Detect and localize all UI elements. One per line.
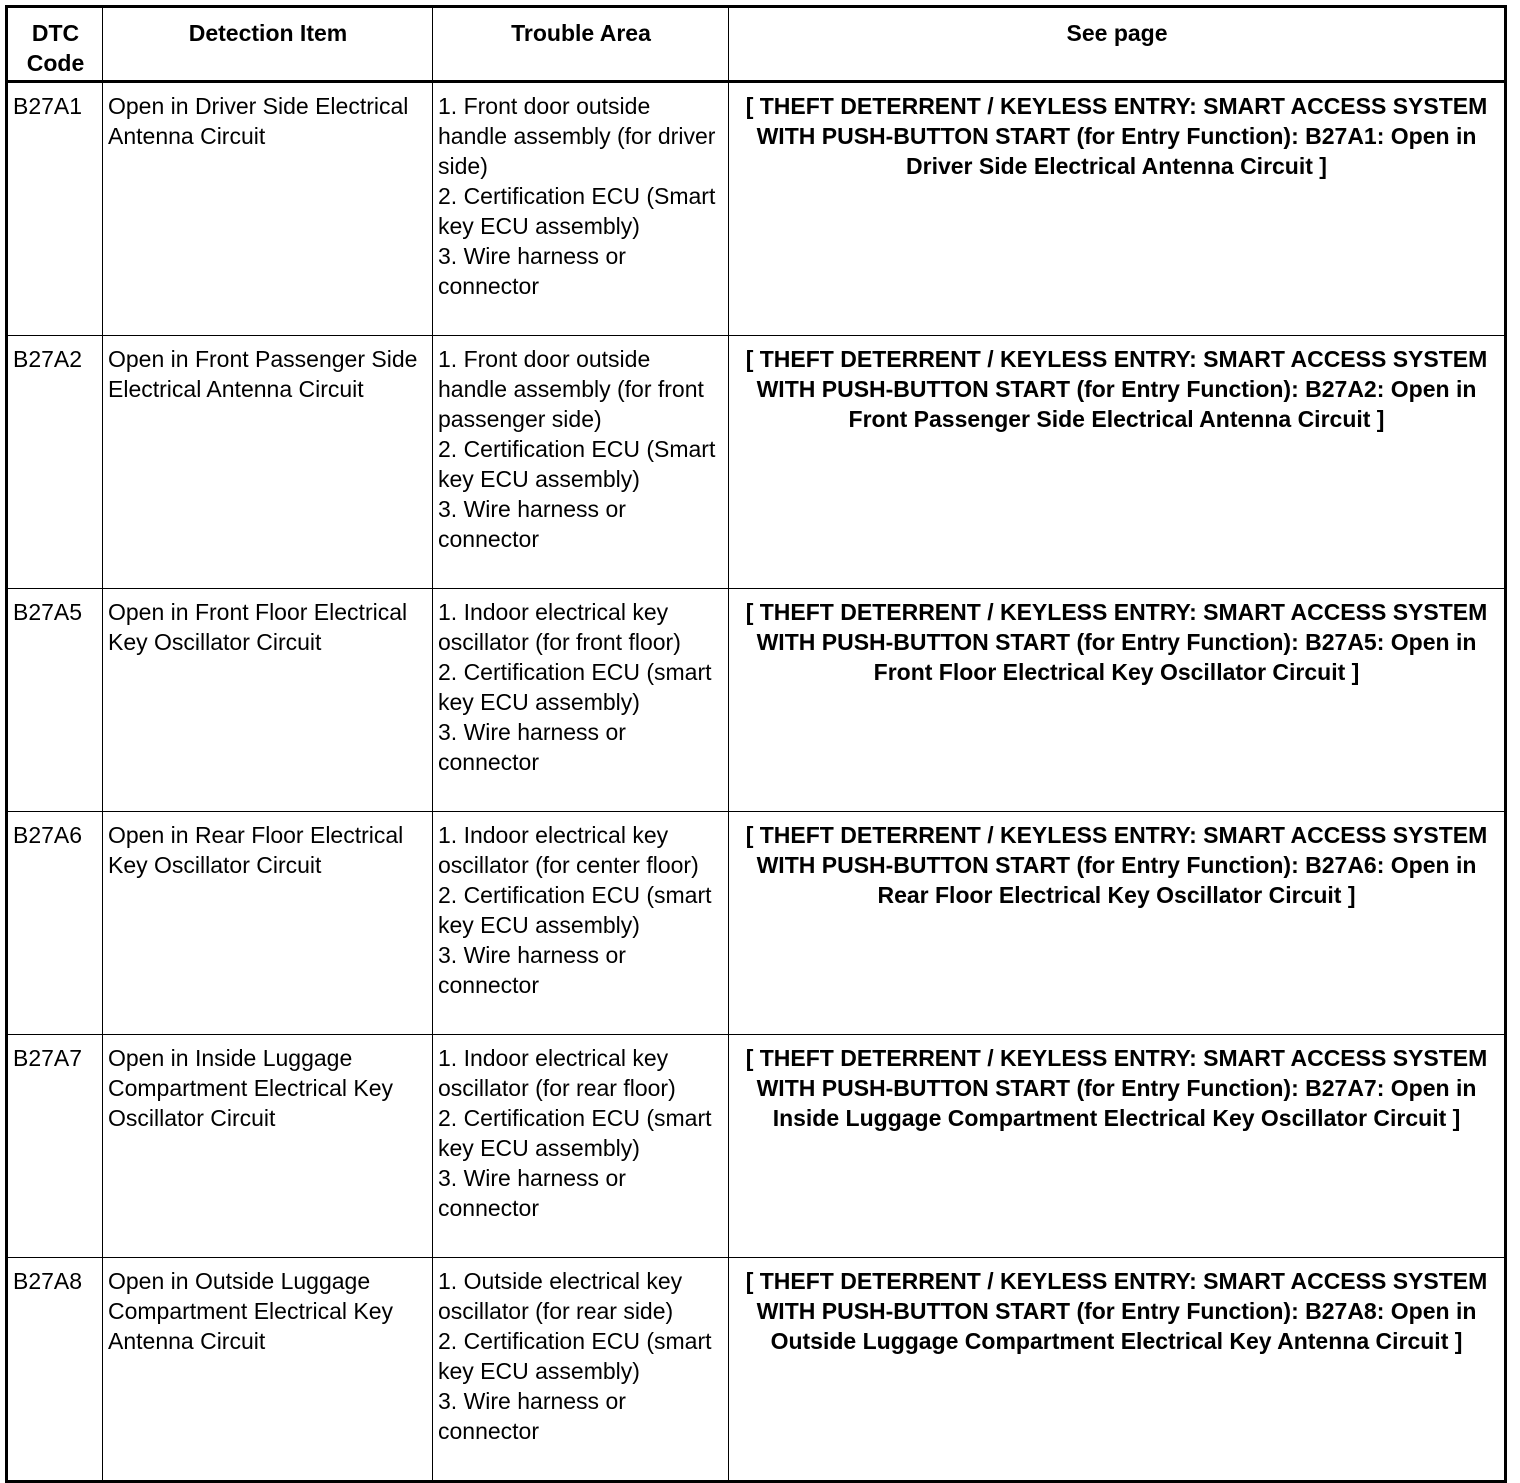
trouble-area-line: 1. Outside electrical key oscillator (for rear side) <box>438 1268 683 1324</box>
see-page-link[interactable]: [ THEFT DETERRENT / KEYLESS ENTRY: SMART ACCESS SYSTEM WITH PUSH-BUTTON START (for Entry Function): B27A2: Open in Front Passenger Side Electrical Antenna Circuit ] <box>729 336 1506 589</box>
trouble-area-line: 3. Wire harness or connector <box>438 496 626 552</box>
trouble-area-line: 2. Certification ECU (smart key ECU assembly) <box>438 659 712 715</box>
detection-item-cell: Open in Driver Side Electrical Antenna Circuit <box>103 82 433 336</box>
detection-item-cell: Open in Front Passenger Side Electrical Antenna Circuit <box>103 336 433 589</box>
header-see-page: See page <box>729 7 1506 82</box>
dtc-code-cell: B27A1 <box>7 82 103 336</box>
trouble-area-cell <box>433 336 729 589</box>
see-page-link[interactable]: [ THEFT DETERRENT / KEYLESS ENTRY: SMART ACCESS SYSTEM WITH PUSH-BUTTON START (for Entry Function): B27A7: Open in Inside Luggage Compartment Electrical Key Oscillator Circuit ] <box>729 1035 1506 1258</box>
trouble-area-cell <box>433 1035 729 1258</box>
trouble-area-cell <box>433 82 729 336</box>
see-page-link[interactable]: [ THEFT DETERRENT / KEYLESS ENTRY: SMART ACCESS SYSTEM WITH PUSH-BUTTON START (for Entry Function): B27A6: Open in Rear Floor Electrical Key Oscillator Circuit ] <box>729 812 1506 1035</box>
dtc-code-cell: B27A2 <box>7 336 103 589</box>
trouble-area-line: 2. Certification ECU (smart key ECU assembly) <box>438 1105 712 1161</box>
table-row <box>7 589 1506 812</box>
table-row <box>7 82 1506 336</box>
trouble-area-line: 1. Indoor electrical key oscillator (for front floor) <box>438 599 681 655</box>
see-page-link[interactable]: [ THEFT DETERRENT / KEYLESS ENTRY: SMART ACCESS SYSTEM WITH PUSH-BUTTON START (for Entry Function): B27A1: Open in Driver Side Electrical Antenna Circuit ] <box>729 82 1506 336</box>
header-trouble-area: Trouble Area <box>433 7 729 82</box>
trouble-area-line: 2. Certification ECU (smart key ECU assembly) <box>438 882 712 938</box>
table-row <box>7 336 1506 589</box>
trouble-area-line: 3. Wire harness or connector <box>438 243 626 299</box>
trouble-area-line: 3. Wire harness or connector <box>438 942 626 998</box>
header-row <box>7 7 1506 82</box>
detection-item-cell: Open in Outside Luggage Compartment Electrical Key Antenna Circuit <box>103 1258 433 1482</box>
dtc-code-cell: B27A6 <box>7 812 103 1035</box>
header-dtc-code: DTC Code <box>7 7 103 82</box>
see-page-link[interactable]: [ THEFT DETERRENT / KEYLESS ENTRY: SMART ACCESS SYSTEM WITH PUSH-BUTTON START (for Entry Function): B27A5: Open in Front Floor Electrical Key Oscillator Circuit ] <box>729 589 1506 812</box>
trouble-area-line: 2. Certification ECU (Smart key ECU assembly) <box>438 183 716 239</box>
trouble-area-line: 1. Front door outside handle assembly (for driver side) <box>438 93 716 179</box>
trouble-area-cell <box>433 589 729 812</box>
trouble-area-line: 3. Wire harness or connector <box>438 1388 626 1444</box>
trouble-area-line: 2. Certification ECU (smart key ECU assembly) <box>438 1328 712 1384</box>
table-row <box>7 1258 1506 1482</box>
trouble-area-cell <box>433 812 729 1035</box>
trouble-area-line: 3. Wire harness or connector <box>438 719 626 775</box>
trouble-area-line: 1. Indoor electrical key oscillator (for rear floor) <box>438 1045 676 1101</box>
trouble-area-line: 3. Wire harness or connector <box>438 1165 626 1221</box>
detection-item-cell: Open in Front Floor Electrical Key Oscillator Circuit <box>103 589 433 812</box>
table-header <box>7 7 1506 82</box>
dtc-table <box>5 5 1507 1483</box>
trouble-area-cell <box>433 1258 729 1482</box>
table-row <box>7 1035 1506 1258</box>
dtc-code-cell: B27A7 <box>7 1035 103 1258</box>
dtc-code-cell: B27A5 <box>7 589 103 812</box>
see-page-link[interactable]: [ THEFT DETERRENT / KEYLESS ENTRY: SMART ACCESS SYSTEM WITH PUSH-BUTTON START (for Entry Function): B27A8: Open in Outside Luggage Compartment Electrical Key Antenna Circuit ] <box>729 1258 1506 1482</box>
trouble-area-line: 2. Certification ECU (Smart key ECU assembly) <box>438 436 716 492</box>
detection-item-cell: Open in Rear Floor Electrical Key Oscillator Circuit <box>103 812 433 1035</box>
table-body <box>7 82 1506 1482</box>
trouble-area-line: 1. Front door outside handle assembly (for front passenger side) <box>438 346 704 432</box>
table-row <box>7 812 1506 1035</box>
trouble-area-line: 1. Indoor electrical key oscillator (for center floor) <box>438 822 699 878</box>
detection-item-cell: Open in Inside Luggage Compartment Electrical Key Oscillator Circuit <box>103 1035 433 1258</box>
header-detection-item: Detection Item <box>103 7 433 82</box>
dtc-code-cell: B27A8 <box>7 1258 103 1482</box>
